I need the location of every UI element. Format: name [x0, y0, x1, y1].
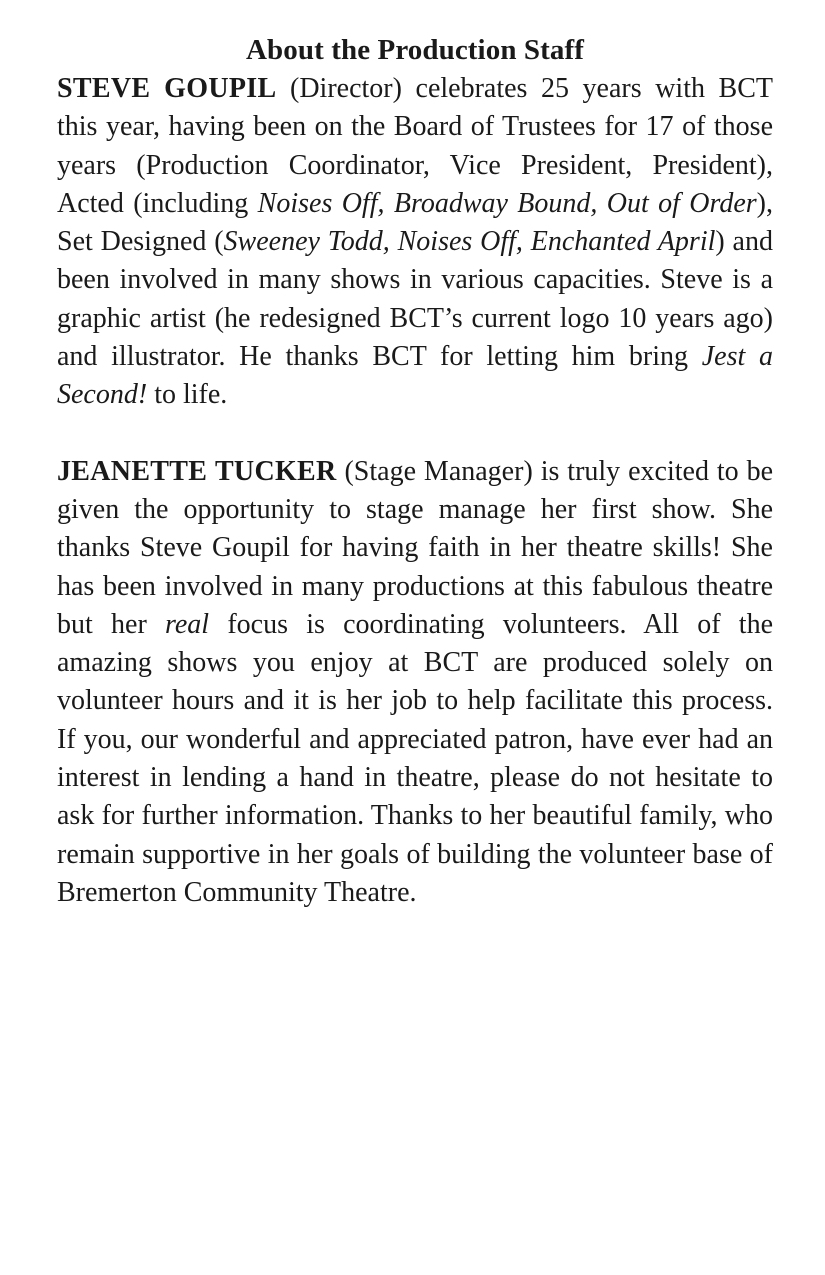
bio-text: ) and been involved in many shows in various capacities. Steve is a graphic artist (he redesigned BCT’s current logo 10 years ago) and illustrator. He thanks BCT for letting him bring — [57, 226, 773, 373]
bio-name: STEVE GOUPIL — [57, 73, 277, 104]
bio-text: ), Set Designed ( — [57, 187, 773, 258]
bio-name: JEANETTE TUCKER — [57, 455, 337, 487]
bio-text: (Stage Manager) is truly excited to be given the opportunity to stage manage her first show. She thanks Steve Goupil for having faith in her theatre skills! She has been involved in many productions at this fabulous theatre but her — [57, 455, 774, 640]
bio-text-italic: real — [165, 608, 210, 640]
bio-jeanette-tucker — [57, 453, 773, 913]
bio-text: focus is coordinating volunteers. All of the amazing shows you enjoy at BCT are produced solely on volunteer hours and it is her job to help facilitate this process. If you, our wonderful and appreciated patron, have ever had an interest in lending a hand in theatre, please do not hesitate to ask for further information. Thanks to her beautiful family, who remain supportive in her goals of building the volunteer base of Bremerton Community Theatre. — [57, 608, 774, 908]
page-title: About the Production Staff — [246, 34, 584, 66]
bio-text-italic: Jest a Second! — [57, 341, 773, 411]
bio-text-italic: Sweeney Todd, Noises Off, Enchanted April — [223, 226, 716, 258]
document-page — [57, 30, 773, 912]
bio-steve-goupil — [57, 70, 773, 415]
bio-text: (Director) celebrates 25 years with BCT this year, having been on the Board of Trustees for 17 of those years (Production Coordinator, Vice President, President), Acted (including — [57, 73, 773, 219]
bio-text: to life. — [147, 379, 228, 411]
bio-text-italic: Noises Off, Broadway Bound, Out of Order — [257, 187, 757, 219]
